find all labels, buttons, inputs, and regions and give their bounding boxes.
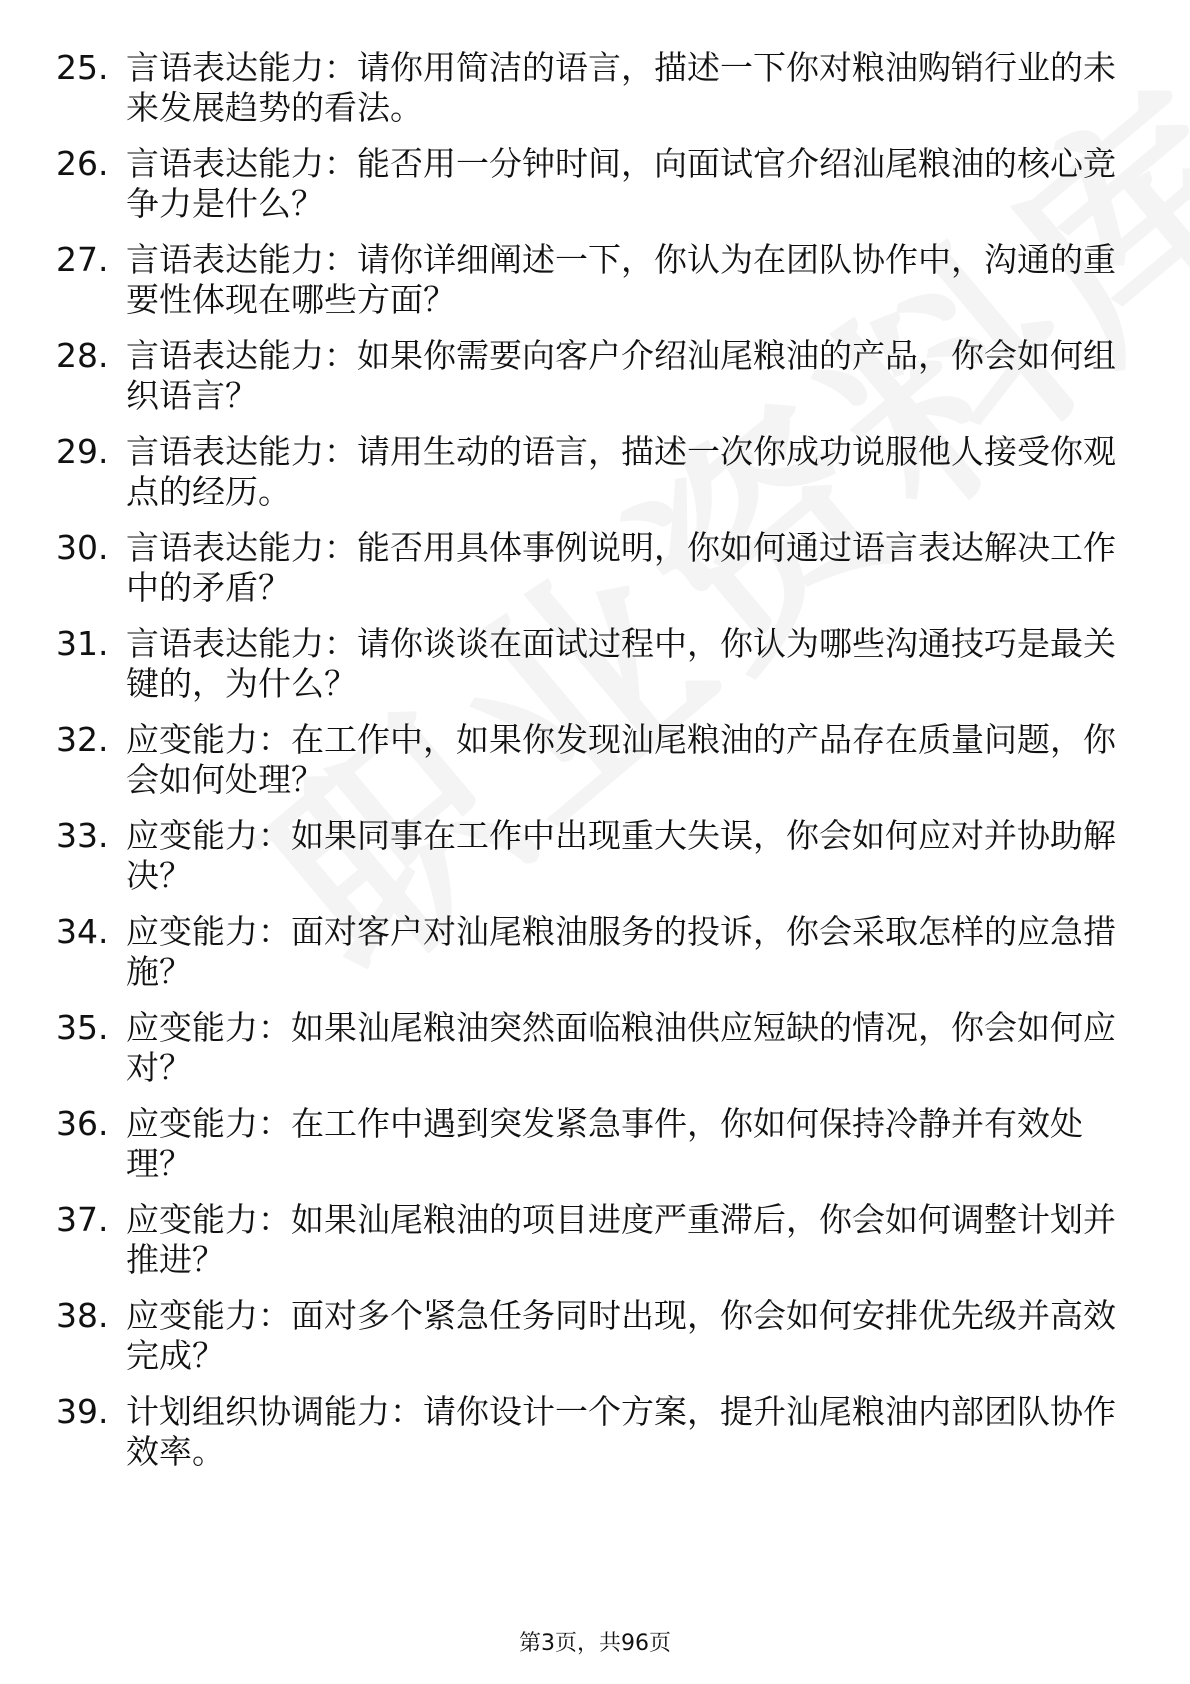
question-text: 计划组织协调能力：请你设计一个方案，提升汕尾粮油内部团队协作效率。 — [126, 1392, 1116, 1471]
question-item — [56, 912, 1136, 1008]
question-number: 28. — [56, 336, 109, 375]
question-item — [56, 336, 1136, 432]
question-item — [56, 144, 1136, 240]
question-number: 29. — [56, 432, 109, 471]
question-text: 言语表达能力：能否用具体事例说明，你如何通过语言表达解决工作中的矛盾？ — [126, 528, 1116, 607]
question-text: 言语表达能力：请你详细阐述一下，你认为在团队协作中，沟通的重要性体现在哪些方面？ — [126, 240, 1116, 319]
question-text: 应变能力：如果汕尾粮油的项目进度严重滞后，你会如何调整计划并推进？ — [126, 1200, 1116, 1279]
question-text: 言语表达能力：能否用一分钟时间，向面试官介绍汕尾粮油的核心竞争力是什么？ — [126, 144, 1116, 223]
question-number: 36. — [56, 1104, 109, 1143]
question-number: 38. — [56, 1296, 109, 1335]
question-number: 25. — [56, 48, 109, 87]
question-number: 33. — [56, 816, 109, 855]
question-number: 30. — [56, 528, 109, 567]
question-number: 32. — [56, 720, 109, 759]
question-item — [56, 624, 1136, 720]
question-number: 27. — [56, 240, 109, 279]
question-item — [56, 1200, 1136, 1296]
question-text: 应变能力：面对多个紧急任务同时出现，你会如何安排优先级并高效完成？ — [126, 1296, 1116, 1375]
question-number: 34. — [56, 912, 109, 951]
question-item — [56, 1296, 1136, 1392]
question-text: 言语表达能力：如果你需要向客户介绍汕尾粮油的产品，你会如何组织语言？ — [126, 336, 1116, 415]
question-item — [56, 720, 1136, 816]
question-text: 言语表达能力：请用生动的语言，描述一次你成功说服他人接受你观点的经历。 — [126, 432, 1116, 511]
question-text: 应变能力：如果同事在工作中出现重大失误，你会如何应对并协助解决？ — [126, 816, 1116, 895]
question-item — [56, 240, 1136, 336]
question-number: 31. — [56, 624, 109, 663]
question-item — [56, 1104, 1136, 1200]
question-item — [56, 1008, 1136, 1104]
question-number: 37. — [56, 1200, 109, 1239]
question-text: 言语表达能力：请你用简洁的语言，描述一下你对粮油购销行业的未来发展趋势的看法。 — [126, 48, 1116, 127]
question-item — [56, 1392, 1136, 1488]
question-item — [56, 816, 1136, 912]
question-list — [56, 48, 1136, 1488]
page-number-label: 第3页，共96页 — [519, 1631, 671, 1656]
question-text: 应变能力：面对客户对汕尾粮油服务的投诉，你会采取怎样的应急措施？ — [126, 912, 1116, 991]
page-footer — [0, 1626, 1190, 1657]
question-text: 应变能力：在工作中遇到突发紧急事件，你如何保持冷静并有效处理？ — [126, 1104, 1083, 1183]
question-item — [56, 432, 1136, 528]
question-text: 应变能力：在工作中，如果你发现汕尾粮油的产品存在质量问题，你会如何处理？ — [126, 720, 1116, 799]
question-text: 言语表达能力：请你谈谈在面试过程中，你认为哪些沟通技巧是最关键的，为什么？ — [126, 624, 1116, 703]
question-number: 35. — [56, 1008, 109, 1047]
question-number: 39. — [56, 1392, 109, 1431]
question-text: 应变能力：如果汕尾粮油突然面临粮油供应短缺的情况，你会如何应对？ — [126, 1008, 1116, 1087]
question-item — [56, 48, 1136, 144]
question-item — [56, 528, 1136, 624]
question-number: 26. — [56, 144, 109, 183]
